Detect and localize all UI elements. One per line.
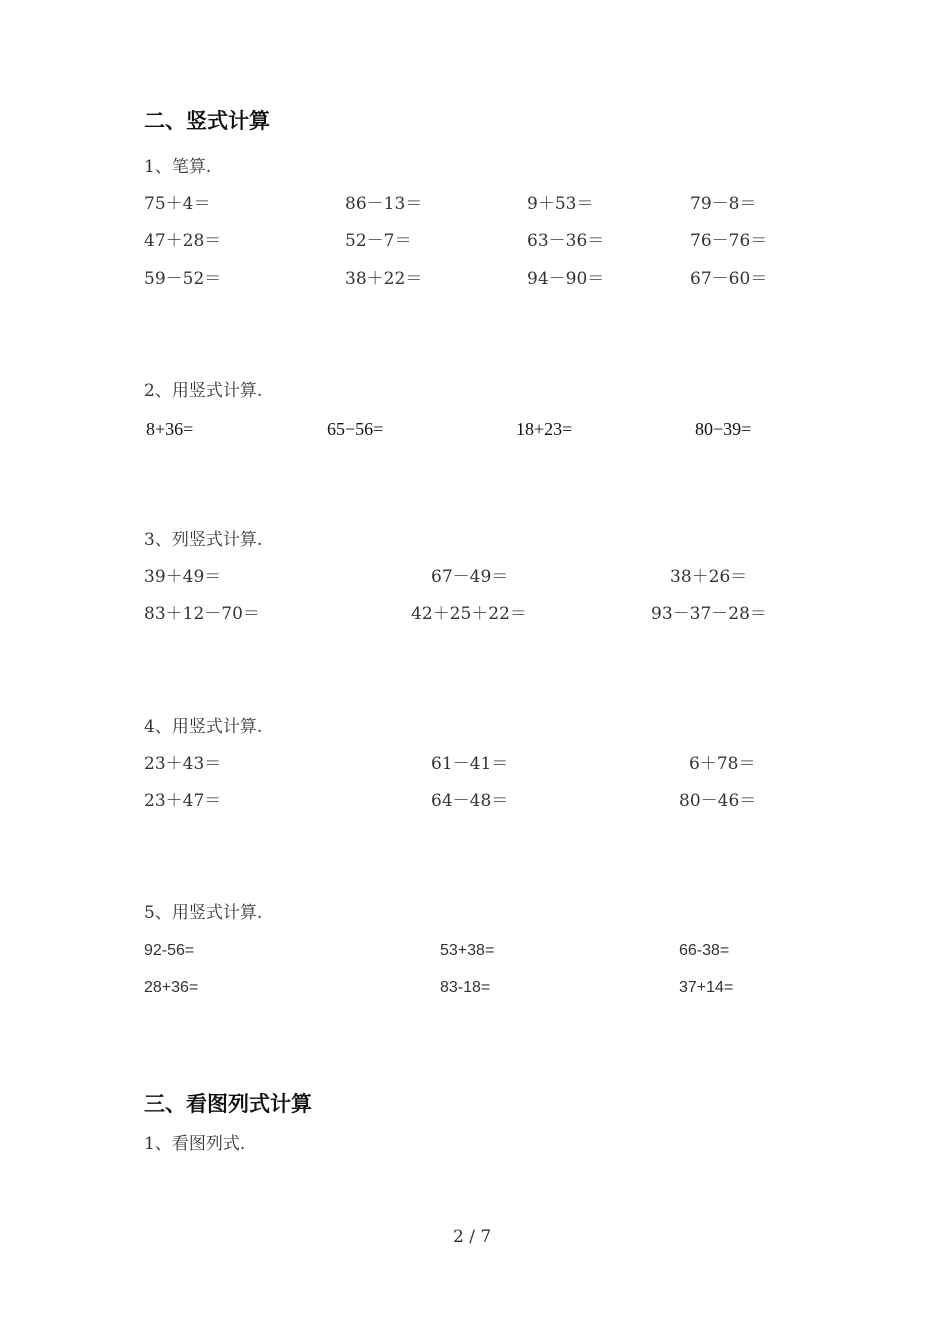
question-3-label: 3、列竖式计算. (144, 530, 263, 550)
q4-expression: 23＋43＝ (144, 754, 222, 774)
q3-expression: 83＋12－70＝ (144, 604, 260, 624)
q1-expression: 67－60＝ (690, 269, 768, 289)
q1-expression: 75＋4＝ (144, 194, 211, 214)
q4-expression: 64－48＝ (431, 791, 509, 811)
q1-expression: 59－52＝ (144, 269, 222, 289)
q1-expression: 76－76＝ (690, 231, 768, 251)
q1-expression: 9＋53＝ (527, 194, 594, 214)
question-4-label: 4、用竖式计算. (144, 717, 263, 737)
q3-expression: 93－37－28＝ (651, 604, 767, 624)
q2-expression: 18+23= (516, 419, 573, 439)
question-1-label: 1、笔算. (144, 157, 212, 177)
q1-expression: 52－7＝ (345, 231, 412, 251)
q4-expression: 80－46＝ (679, 791, 757, 811)
q4-expression: 23＋47＝ (144, 791, 222, 811)
q3-expression: 39＋49＝ (144, 567, 222, 587)
q2-expression: 8+36= (146, 419, 194, 439)
section-heading-vertical-calculation: 二、竖式计算 (144, 109, 270, 133)
q4-expression: 61－41＝ (431, 754, 509, 774)
section3-question-1-label: 1、看图列式. (144, 1134, 246, 1154)
q5-expression: 92-56= (144, 942, 195, 959)
q1-expression: 86－13＝ (345, 194, 423, 214)
q5-expression: 66-38= (679, 942, 730, 959)
q3-expression: 42＋25＋22＝ (411, 604, 527, 624)
q2-expression: 80−39= (695, 419, 752, 439)
q2-expression: 65−56= (327, 419, 384, 439)
q1-expression: 63－36＝ (527, 231, 605, 251)
q5-expression: 37+14= (679, 979, 734, 996)
page-number: 2 / 7 (453, 1227, 492, 1247)
q5-expression: 28+36= (144, 979, 199, 996)
q3-expression: 67－49＝ (431, 567, 509, 587)
q5-expression: 53+38= (440, 942, 495, 959)
q3-expression: 38＋26＝ (670, 567, 748, 587)
q1-expression: 79－8＝ (690, 194, 757, 214)
q5-expression: 83-18= (440, 979, 491, 996)
q1-expression: 38＋22＝ (345, 269, 423, 289)
q1-expression: 47＋28＝ (144, 231, 222, 251)
question-5-label: 5、用竖式计算. (144, 903, 263, 923)
section-heading-picture-calculation: 三、看图列式计算 (144, 1092, 312, 1116)
q4-expression: 6＋78＝ (689, 754, 756, 774)
question-2-label: 2、用竖式计算. (144, 381, 263, 401)
q1-expression: 94－90＝ (527, 269, 605, 289)
